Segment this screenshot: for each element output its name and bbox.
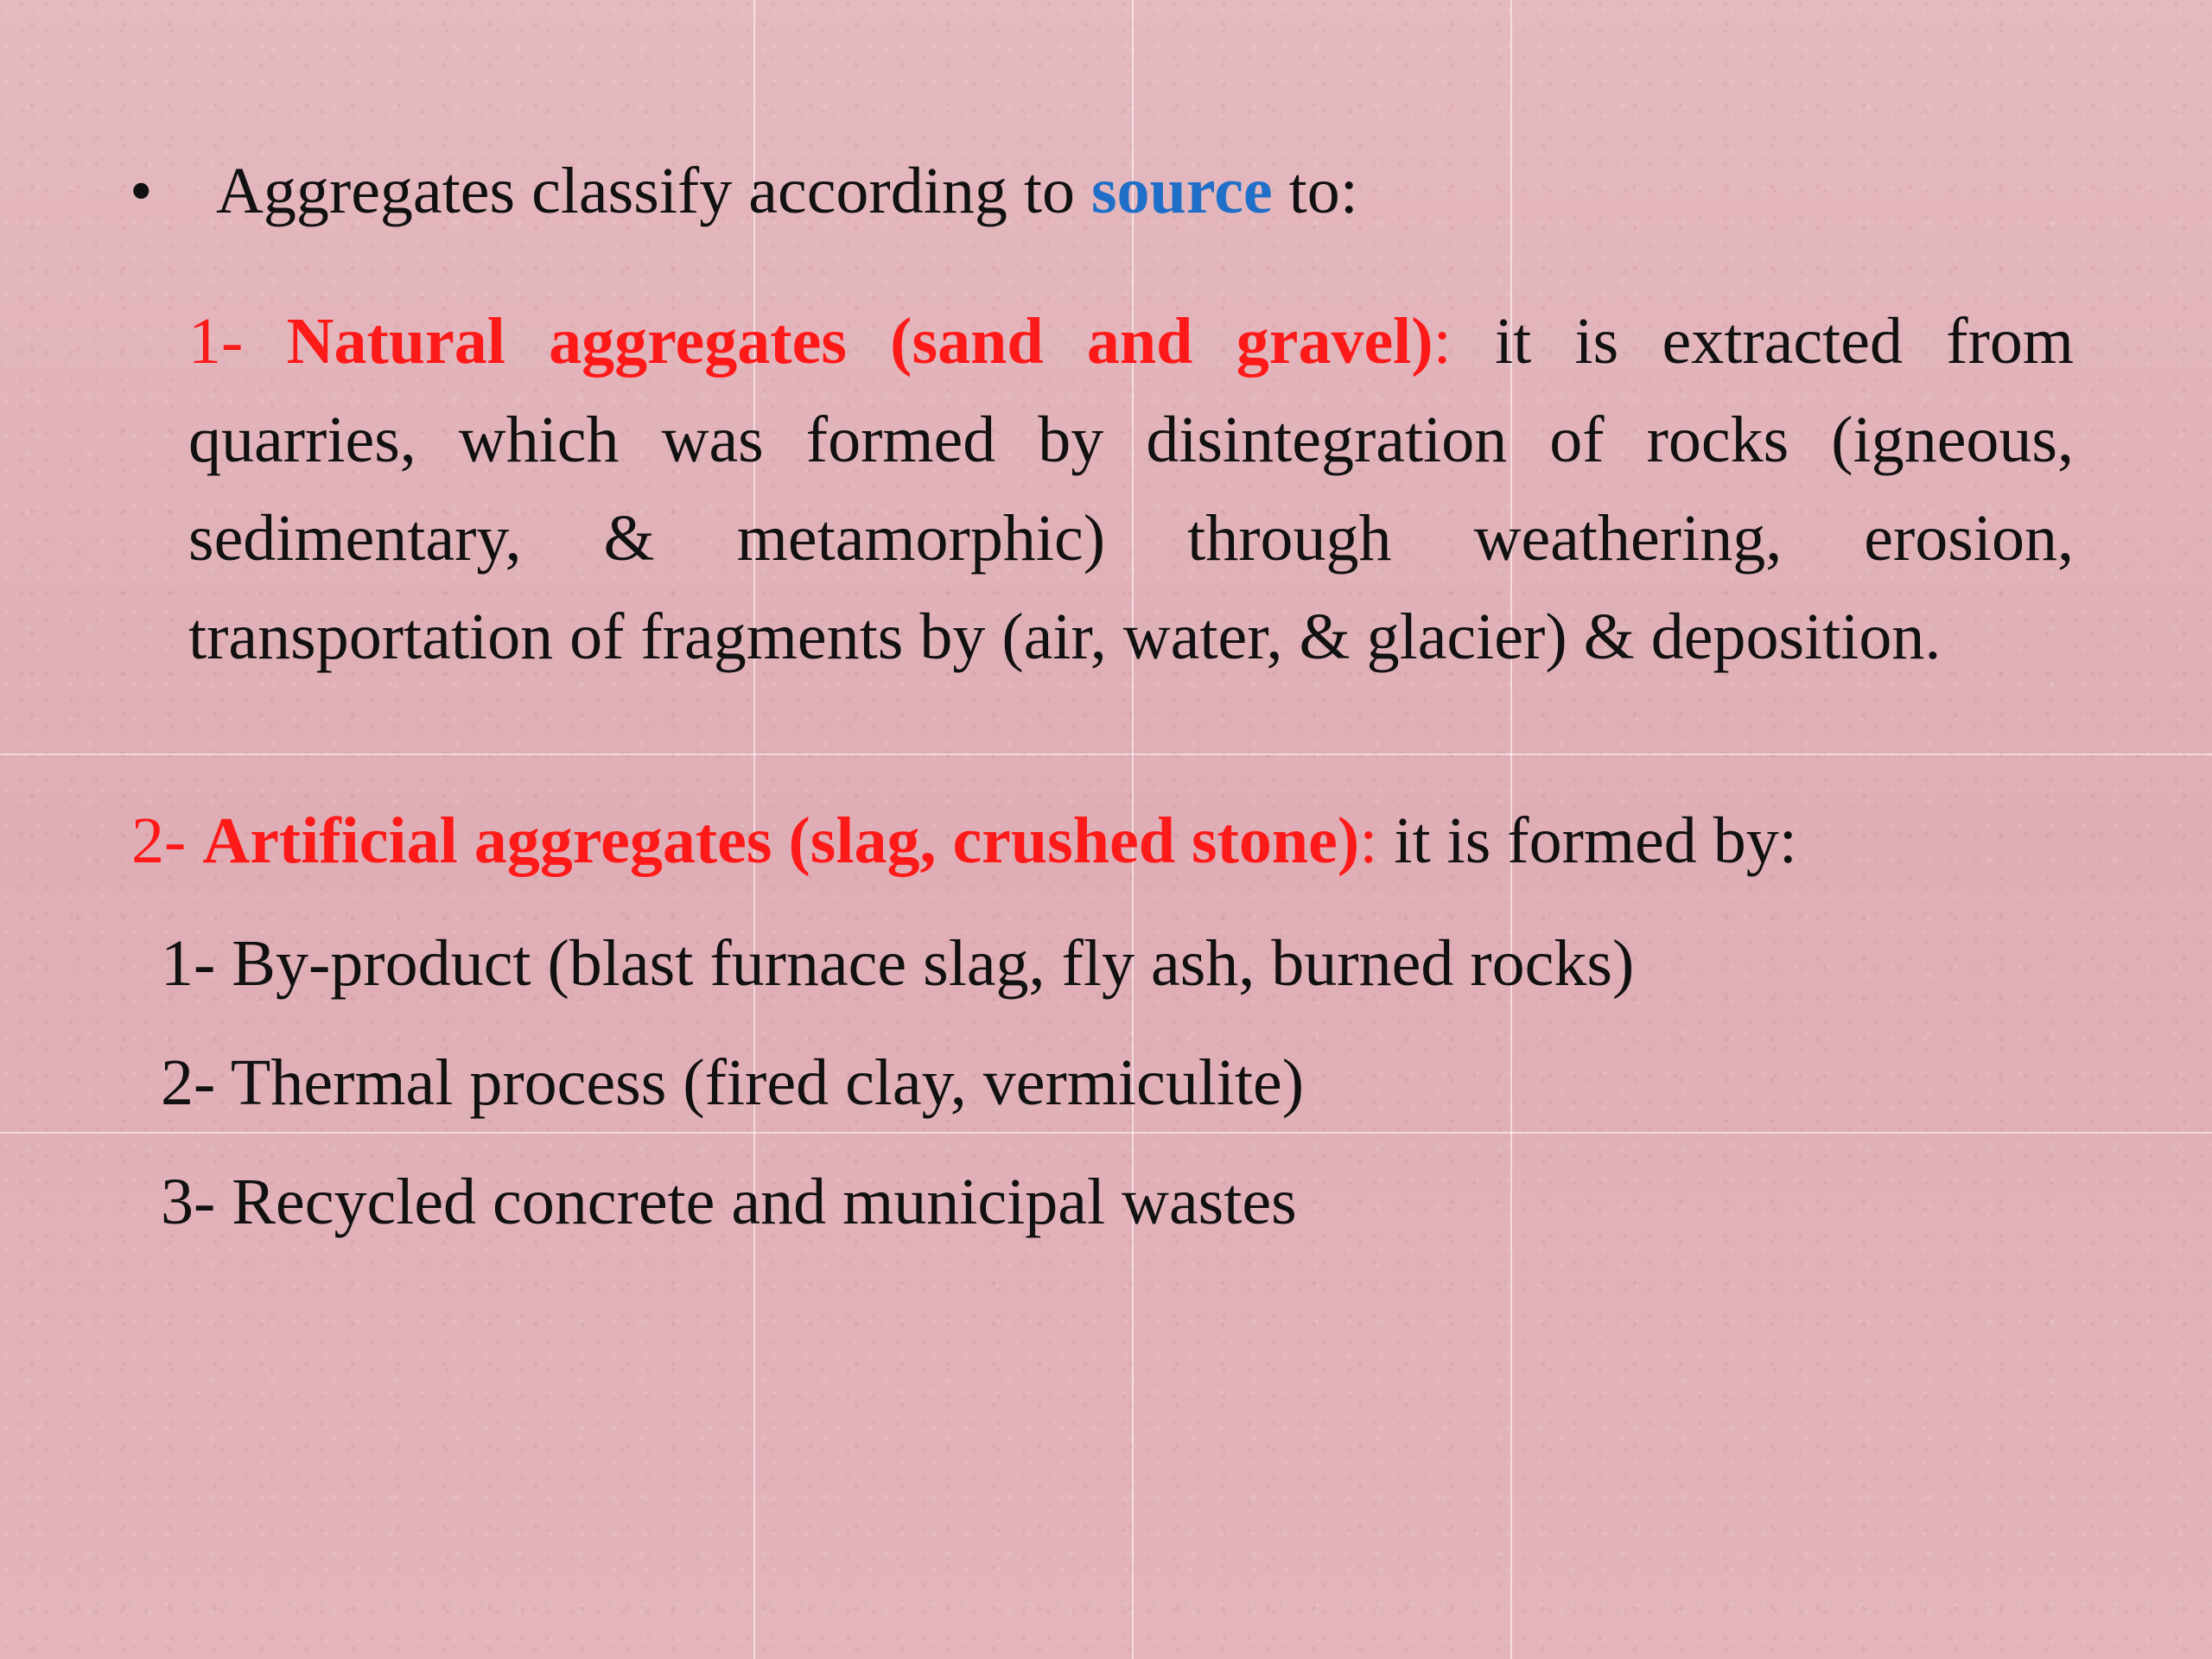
natural-number: 1- <box>188 305 287 378</box>
artificial-body: it is formed by: <box>1377 804 1797 877</box>
bullet-marker: • <box>130 155 153 227</box>
artificial-aggregates-heading <box>131 791 1797 890</box>
artificial-number: 2- <box>131 804 203 877</box>
bullet-intro <box>130 142 1358 240</box>
grid-line <box>0 753 2212 755</box>
list-item: 3- Recycled concrete and municipal wastes <box>161 1166 1297 1238</box>
source-highlight: source <box>1090 155 1273 227</box>
natural-colon: : <box>1433 305 1452 378</box>
artificial-colon: : <box>1359 804 1378 877</box>
grid-line <box>0 1132 2212 1134</box>
natural-aggregates-paragraph <box>188 292 2074 686</box>
list-item: 1- By-product (blast furnace slag, fly ash, burned rocks) <box>161 927 1635 1000</box>
artificial-title: Artificial aggregates (slag, crushed stone) <box>202 804 1360 877</box>
intro-tail: to: <box>1272 155 1358 227</box>
intro-text: Aggregates classify according to <box>216 155 1091 227</box>
list-item: 2- Thermal process (fired clay, vermiculite) <box>161 1046 1305 1119</box>
natural-body: it is extracted from quarries, which was formed by disintegration of rocks (igneous, sedimentary, & metamorphic) through weathering, erosion, transportation of fragments by (air, water, & glacier) & deposition. <box>188 305 2074 673</box>
natural-title: Natural aggregates (sand and gravel) <box>286 305 1433 378</box>
